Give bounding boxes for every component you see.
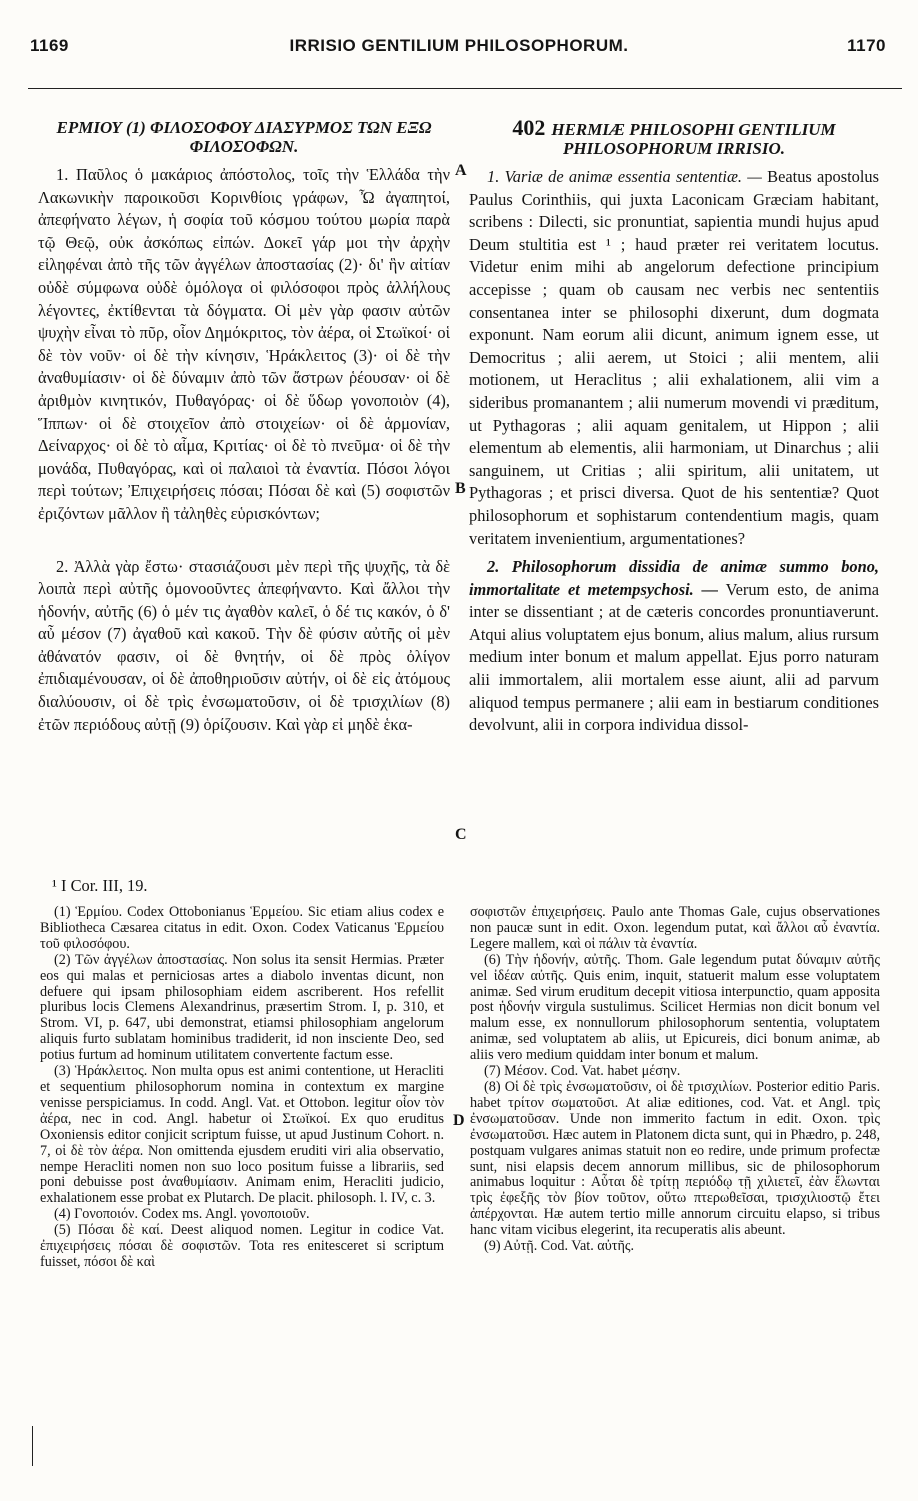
footnote-6: (6) Τὴν ἡδονήν, αὐτῆς. Thom. Gale legendum putat δύναμιν αὐτῆς vel ἰδέαν αὐτῆς. Quis enim, inquit, statuerit malum esse voluptatem animæ. Sed virum eruditum decepit vitiosa interpunctio, quam apposita post ἡδονήν virgula sustulimus. Scilicet Hermias non dicit bonum vel malum esse, ex nonnullorum philosophorum sententia, voluptatem animæ, sed voluptatem ab aliis, ut Epicureis, dici bonum animæ, ab aliis vero medium quiddam inter bonum et malum. xyxy=(470,951,880,1064)
margin-bar xyxy=(32,1426,33,1466)
page-number-left: 1169 xyxy=(30,36,69,55)
footnote-9: (9) Αὐτῇ. Cod. Vat. αὐτῆς. xyxy=(484,1238,635,1255)
footnote-1: (1) Ἑρμίου. Codex Ottobonianus Ἑρμείου. Sic etiam alius codex e Bibliotheca Cæsarea citatus in edit. Oxon. Codex Vaticanus Ἑρμείου τοῦ φιλοσόφου. xyxy=(40,904,444,952)
column-number: 402 xyxy=(512,115,546,140)
latin-title: HERMIÆ PHILOSOPHI GENTILIUM PHILOSOPHORUM IRRISIO. xyxy=(551,120,836,158)
footnote-5-continued: σοφιστῶν ἐπιχειρήσεις. Paulo ante Thomas Gale, cujus observationes non paucæ sunt in edit. Oxon. legendum putat, καὶ ἄλλοι αὖ ἐναντία. Legere mallem, καὶ οἱ πάλιν τὰ ἐναντία. xyxy=(470,904,880,952)
greek-paragraph-1: 1. Παῦλος ὁ μακάριος ἀπόστολος, τοῖς τὴν Ἑλλάδα τὴν Λακωνικὴν παροικοῦσι Κορινθίοις γράφων, Ὦ ἀγαπητοί, ἀπεφήνατο λέγων, ἡ σοφία τοῦ κόσμου τούτου μωρία παρὰ τῷ Θεῷ, οὐκ ἀσκόπως εἰπών. Δοκεῖ γάρ μοι τὴν ἀρχὴν εἰληφέναι ἀπὸ τῆς τῶν ἀγγέλων ἀποστασίας (2)· δι' ἣν αἰτίαν οὐδὲ σύμφωνα οὐδὲ ὁμόλογα οἱ φιλόσοφοι πρὸς ἀλλήλους λέγοντες, ἐκτίθενται τὰ δόγματα. Οἱ μὲν γὰρ φασιν αὐτῶν ψυχὴν εἶναι τὸ πῦρ, οἷον Δημόκριτος, τὸν ἀέρα, οἱ Στωϊκοί· οἱ δὲ τὸν νοῦν· οἱ δὲ τὴν κίνησιν, Ἡράκλειτος (3)· οἱ δὲ τὴν ἀναθυμίασιν· οἱ δὲ δύναμιν ἀπὸ τῶν ἄστρων ῥέουσαν· οἱ δὲ ἀριθμὸν κινητικόν, Πυθαγόρας· οἱ δὲ ὕδωρ γονοποιὸν (4), Ἵππων· οἱ δὲ στοιχεῖον ἀπὸ στοιχείων· οἱ δὲ ἁρμονίαν, Δείναρχος· οἱ δὲ τὸ αἷμα, Κριτίας· οἱ δὲ τὸ πνεῦμα· οἱ δὲ τὴν μονάδα, Πυθαγόρας, καὶ οἱ παλαιοὶ τὰ ἐναντία. Πόσοι λόγοι περὶ τούτων; Ἐπιχειρήσεις πόσαι; Πόσαι δὲ καὶ (5) σοφιστῶν ἐριζόντων μᾶλλον ἢ τἀληθὲς εὑρισκόντων; xyxy=(38,165,450,523)
latin-title-block xyxy=(469,115,879,158)
page-number-right: 1170 xyxy=(847,36,886,55)
footnote-8: (8) Οἱ δὲ τρὶς ἐνσωματοῦσιν, οἱ δὲ τρισχιλίων. Posterior editio Paris. habet τρίτον σωματοῦσι. At aliæ editiones, cod. Vat. et Angl. τρὶς ἐνσωματοῦσαν. Unde non immerito factum in edit. Oxon. τρὶς ἐνσωματοῦσι. Hæc autem in Platonem dicta sunt, qui in Phædro, p. 248, postquam vulgares animas statuit non eo redire, unde primum profectæ sunt, nisi elapsis decem annorum millibus, sic de philosophorum animabus loquitur : Αὗται δὲ τρίτῃ περιόδῳ τῇ χιλιετεῖ, ἐὰν ἕλωνται τρὶς ἐφεξῆς τὸν βίον τοῦτον, οὕτω πτερωθεῖσαι, τρισχιλιοστῷ ἔτει ἀπέρχονται. Hæ autem tertio mille annorum circuitu elapso, si tribus hanc vitam vicibus elegerint, ita recuperatis alis abeunt. xyxy=(470,1078,880,1239)
footnote-5: (5) Πόσαι δὲ καί. Deest aliquod nomen. Legitur in codice Vat. ἐπιχειρήσεις πόσαι δὲ σοφιστῶν. Tota res enitesceret si scriptum fuisset, πόσοι δὲ καὶ xyxy=(40,1222,444,1270)
latin-paragraph-2 xyxy=(469,556,879,737)
footnotes-left xyxy=(40,905,444,1271)
margin-letter-c: C xyxy=(455,826,467,843)
margin-letter-d: D xyxy=(453,1112,465,1129)
running-header xyxy=(0,36,918,60)
running-title: IRRISIO GENTILIUM PHILOSOPHORUM. xyxy=(289,36,629,55)
greek-paragraph-2: 2. Ἀλλὰ γὰρ ἔστω· στασιάζουσι μὲν περὶ τῆς ψυχῆς, τὰ δὲ λοιπὰ περὶ αὐτῆς ὁμονοοῦντες ἀπεφήναντο. Καὶ ἄλλοι τὴν ἡδονήν, αὐτῆς (6) ὁ μέν τις ἀγαθὸν καλεῖ, ὁ δέ τις κακόν, ὁ δ' αὖ μέσον (7) ἀγαθοῦ καὶ κακοῦ. Τὴν δὲ φύσιν αὐτῆς οἱ μὲν ἀθάνατόν φασιν, οἱ δὲ θνητήν, οἱ δὲ πρὸς ὀλίγον ἐπιδιαμένουσαν, οἱ δὲ ἀποθηριοῦσιν αὐτήν, οἱ δὲ εἰς ἀτόμους διαλύουσιν, οἱ δὲ τρὶς ἐνσωματοῦσιν, οἱ δὲ τρισχιλίων (8) ἐτῶν περιόδους αὐτῇ (9) ὁρίζουσιν. Καὶ γὰρ εἰ μηδὲ ἑκα- xyxy=(38,556,450,734)
footnote-4: (4) Γονοποιόν. Codex ms. Angl. γονοποιοῦν. xyxy=(54,1206,310,1223)
greek-title: ΕΡΜΙΟΥ (1) ΦΙΛΟΣΟΦΟΥ ΔΙΑΣΥΡΜΟΣ ΤΩΝ ΕΞΩ ΦΙΛΟΣΟΦΩΝ. xyxy=(56,118,432,156)
latin-paragraph-2-text: Verum esto, de anima inter se dissentiant ; at de cæteris concordes pronuntiaverunt. Atqui alius voluptatem ejus bonum, alius malum, alius rursum medium inter bonum et malum appellat. Ejus porro naturam alii immortalem, alii mortalem esse aiunt, alii ad parvum aliquod tempus permanere ; alii eam in bestiarum conditiones devolvunt, alii in corpora individua dissol- xyxy=(469,579,879,735)
footnote-3: (3) Ἡράκλειτος. Non multa opus est animi contentione, ut Heracliti et sequentium philosophorum nomina in contextum ex margine venisse perspiciamus. In codd. Angl. Vat. et Ottobon. legitur οἷον τὸν ἀέρα, nec in cod. Angl. habetur οἱ Στωϊκοί. Ex quo eruditus Oxoniensis editor conjicit scriptum fuisse, ut apud Justinum Cohort. n. 7, οἱ δὲ τὸν ἀέρα. Non omittenda ejusdem eruditi viri alia observatio, nempe Heracliti nomen non suo loco positum fuisse a librariis, sed poni debuisse post ἀναθυμίασιν. Animam enim, Heracliti judicio, exhalationem esse probat ex Plutarch. De placit. philosoph. l. IV, c. 3. xyxy=(40,1063,444,1207)
margin-letter-b: B xyxy=(455,480,466,497)
header-rule xyxy=(28,88,902,89)
margin-letter-a: A xyxy=(455,162,467,179)
latin-paragraph-2-heading: 2. Philosophorum dissidia de animæ summo bono, immortalitate et metempsychosi. — xyxy=(469,557,879,599)
latin-paragraph-1-text: Beatus apostolus Paulus Corinthiis, qui juxta Laconicam Græciam habitant, scribens : Dilecti, sic pronuntiat, sapientia mundi hujus apud Deum stultitia est ¹ ; haud præter rei veritatem locutus. Videtur enim mihi ab angelorum defectione principium accepisse ; quam ob causam nec verbis nec sententiis consentanea inter se philosophi dixerunt, dum dogmata exponunt. Nam eorum alii dicunt, animum ignem esse, ut Democritus ; alii aerem, ut Stoici ; alii mentem, alii motionem, ut Heraclitus ; alii exhalationem, alii vim a sideribus promanantem ; alii numerum movendi vi præditum, ut Pythagoras ; alii aquam genitalem, ut Hippon ; alii elementum ab elementis, alii harmoniam, ut Dinarchus ; alii sanguinem, ut Critias ; alii spiritum, alii unitatem, ut Pythagoras ; et prisci diversa. Quot de his sententiæ? Quot philosophorum et sophistarum contendentium magis, quam veritatem invenientium, argumentationes? xyxy=(469,167,879,548)
footnote-2: (2) Τῶν ἀγγέλων ἀποστασίας. Non solus ita sensit Hermias. Præter eos qui malas et perniciosas artes a diabolo inventas dicunt, non defuere qui ipsam philosophiam eidem ascriberent. Hos refellit pluribus locis Clemens Alexandrinus, præsertim Strom. I, p. 310, et Strom. VI, p. 647, ubi demonstrat, etiamsi philosophiam angelorum aliquis furto sublatam hominibus tradiderit, id non insciente Deo, sed potius furtum ad hominum utilitatem convertente factum esse. xyxy=(40,951,444,1064)
latin-paragraph-1 xyxy=(469,166,879,550)
greek-column xyxy=(38,118,450,736)
latin-column xyxy=(469,115,879,737)
footnote-7: (7) Μέσον. Cod. Vat. habet μέσην. xyxy=(484,1063,681,1080)
scripture-citation: ¹ I Cor. III, 19. xyxy=(52,876,148,895)
footnotes-right xyxy=(470,905,880,1255)
latin-paragraph-1-heading: 1. Variæ de animæ essentia sententiæ. — xyxy=(487,167,762,186)
